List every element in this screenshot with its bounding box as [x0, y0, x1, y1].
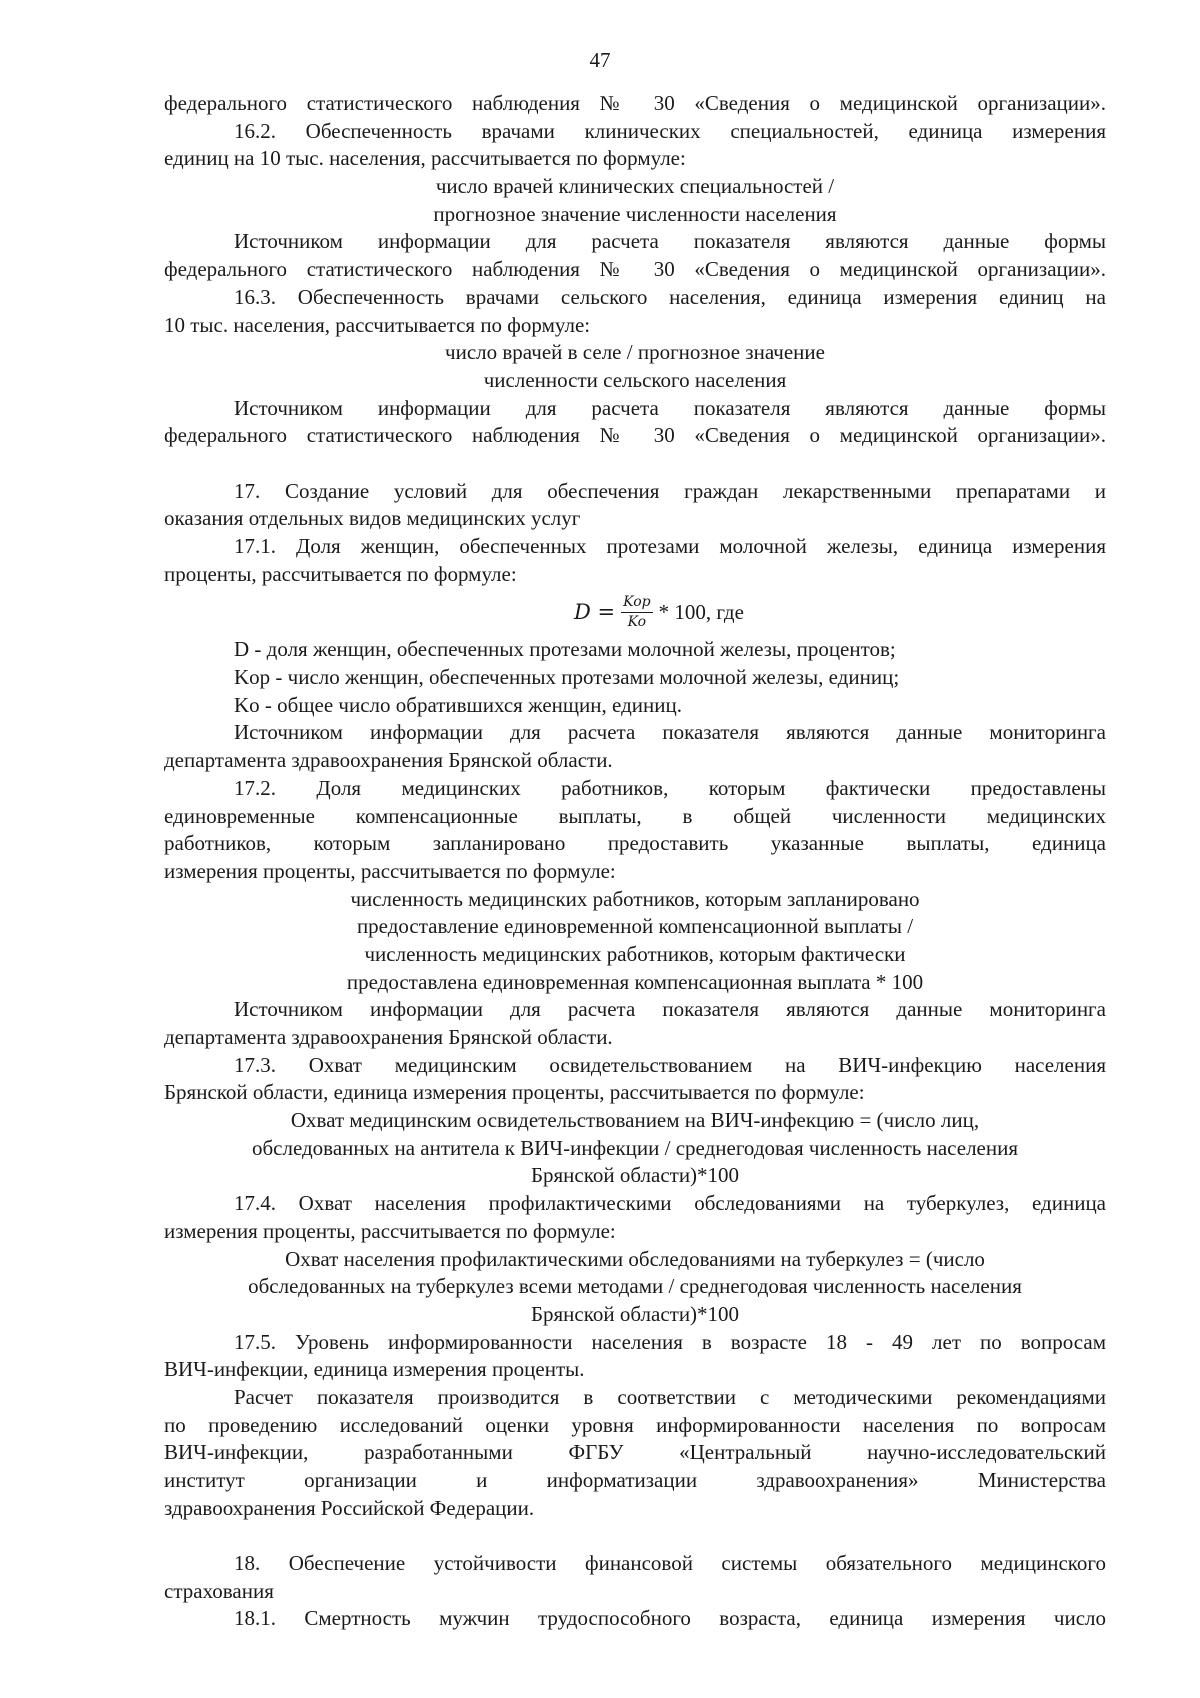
paragraph-gap: [164, 1522, 1106, 1550]
text-line: единовременные компенсационные выплаты, в общей численности медицинских: [164, 803, 1106, 828]
text-line: департамента здравоохранения Брянской области.: [164, 748, 613, 773]
formula-line: Брянской области)*100: [530, 1301, 740, 1326]
formula-line: Охват населения профилактическими обследованиями на туберкулез = (число: [285, 1246, 985, 1271]
text-line: федерального статистического наблюдения № 30 «Сведения о медицинской организации».: [164, 423, 1106, 448]
formula-numerator: Kop: [621, 594, 652, 613]
formula-line: число врачей в селе / прогнозное значение: [445, 340, 825, 365]
text-line: Источником информации для расчета показателя являются данные формы: [234, 229, 1106, 254]
text-line: здравоохранения Российской Федерации.: [164, 1495, 535, 1520]
text-line: 17.5. Уровень информированности населения в возрасте 18 - 49 лет по вопросам: [234, 1329, 1106, 1354]
text-line: департамента здравоохранения Брянской области.: [164, 1025, 613, 1049]
section-heading-line: 17. Создание условий для обеспечения граждан лекарственными препаратами и: [234, 478, 1106, 503]
definition-line: Kо - общее число обратившихся женщин, единиц.: [234, 692, 682, 717]
section-heading-line: страхования: [164, 1578, 274, 1603]
page-number: 47: [589, 48, 611, 72]
text-line: 17.1. Доля женщин, обеспеченных протезами молочной железы, единица измерения: [234, 534, 1106, 558]
text-line: работников, которым запланировано предоставить указанные выплаты, единица: [164, 831, 1106, 856]
formula-line: число врачей клинических специальностей /: [435, 174, 835, 199]
text-line: федерального статистического наблюдения № 30 «Сведения о медицинской организации».: [164, 91, 1106, 115]
formula-line: численность медицинских работников, которым запланировано: [350, 886, 920, 911]
formula-line: численность медицинских работников, которым фактически: [364, 941, 906, 966]
document-body: [164, 90, 1106, 1633]
text-line: Расчет показателя производится в соответствии с методическими рекомендациями: [234, 1384, 1106, 1409]
paragraph-gap: [164, 450, 1106, 478]
text-line: Источником информации для расчета показателя являются данные мониторинга: [234, 720, 1106, 745]
text-line: 17.3. Охват медицинским освидетельствованием на ВИЧ-инфекцию населения: [234, 1052, 1106, 1077]
text-line: институт организации и информатизации здравоохранения» Министерства: [164, 1468, 1106, 1492]
text-line: единиц на 10 тыс. населения, рассчитывается по формуле:: [164, 146, 686, 171]
text-line: 16.3. Обеспеченность врачами сельского населения, единица измерения единиц на: [234, 284, 1106, 309]
text-line: 17.2. Доля медицинских работников, которым фактически предоставлены: [234, 775, 1106, 800]
text-line: измерения проценты, рассчитывается по формуле:: [164, 1218, 616, 1243]
text-line: Брянской области, единица измерения проценты, рассчитывается по формуле:: [164, 1080, 865, 1105]
formula-lhs: D =: [574, 599, 616, 624]
share-formula-expression: [574, 588, 744, 636]
text-line: ВИЧ-инфекции, разработанными ФГБУ «Центральный научно-исследовательский: [164, 1440, 1106, 1465]
text-line: по проведению исследований оценки уровня информированности населения по вопросам: [164, 1412, 1106, 1437]
text-line: федерального статистического наблюдения № 30 «Сведения о медицинской организации».: [164, 257, 1106, 282]
formula-rhs: * 100, где: [658, 599, 744, 624]
text-line: измерения проценты, рассчитывается по формуле:: [164, 858, 616, 883]
formula-line: численности сельского населения: [483, 367, 787, 392]
section-heading-line: 18. Обеспечение устойчивости финансовой системы обязательного медицинского: [234, 1551, 1106, 1576]
definition-line: D - доля женщин, обеспеченных протезами молочной железы, процентов;: [234, 637, 896, 662]
formula-line: обследованных на туберкулез всеми методами / среднегодовая численность населения: [248, 1274, 1022, 1299]
formula-line: Охват медицинским освидетельствованием на ВИЧ-инфекцию = (число лиц,: [290, 1108, 980, 1133]
definition-line: Kор - число женщин, обеспеченных протезами молочной железы, единиц;: [234, 665, 900, 690]
text-line: 10 тыс. населения, рассчитывается по формуле:: [164, 312, 591, 337]
text-line: ВИЧ-инфекции, единица измерения проценты.: [164, 1357, 585, 1382]
formula-line: прогнозное значение численности населения: [433, 201, 837, 226]
text-line: проценты, рассчитывается по формуле:: [164, 561, 517, 586]
formula-line: предоставление единовременной компенсационной выплаты /: [356, 914, 914, 939]
formula-fraction: [621, 594, 652, 631]
formula-denominator: Ko: [627, 613, 647, 630]
text-line: 17.4. Охват населения профилактическими обследованиями на туберкулез, единица: [234, 1191, 1106, 1216]
formula-line: предоставлена единовременная компенсационная выплата * 100: [346, 969, 924, 994]
formula-line: Брянской области)*100: [530, 1163, 740, 1188]
text-line: 16.2. Обеспеченность врачами клинических специальностей, единица измерения: [234, 118, 1106, 143]
section-heading-line: оказания отдельных видов медицинских услуг: [164, 506, 581, 531]
formula-line: обследованных на антитела к ВИЧ-инфекции / среднегодовая численность населения: [251, 1135, 1019, 1160]
text-line: Источником информации для расчета показателя являются данные мониторинга: [234, 997, 1106, 1022]
text-line: Источником информации для расчета показателя являются данные формы: [234, 395, 1106, 420]
text-line: 18.1. Смертность мужчин трудоспособного возраста, единица измерения число: [234, 1606, 1106, 1631]
share-formula: [164, 588, 1106, 636]
